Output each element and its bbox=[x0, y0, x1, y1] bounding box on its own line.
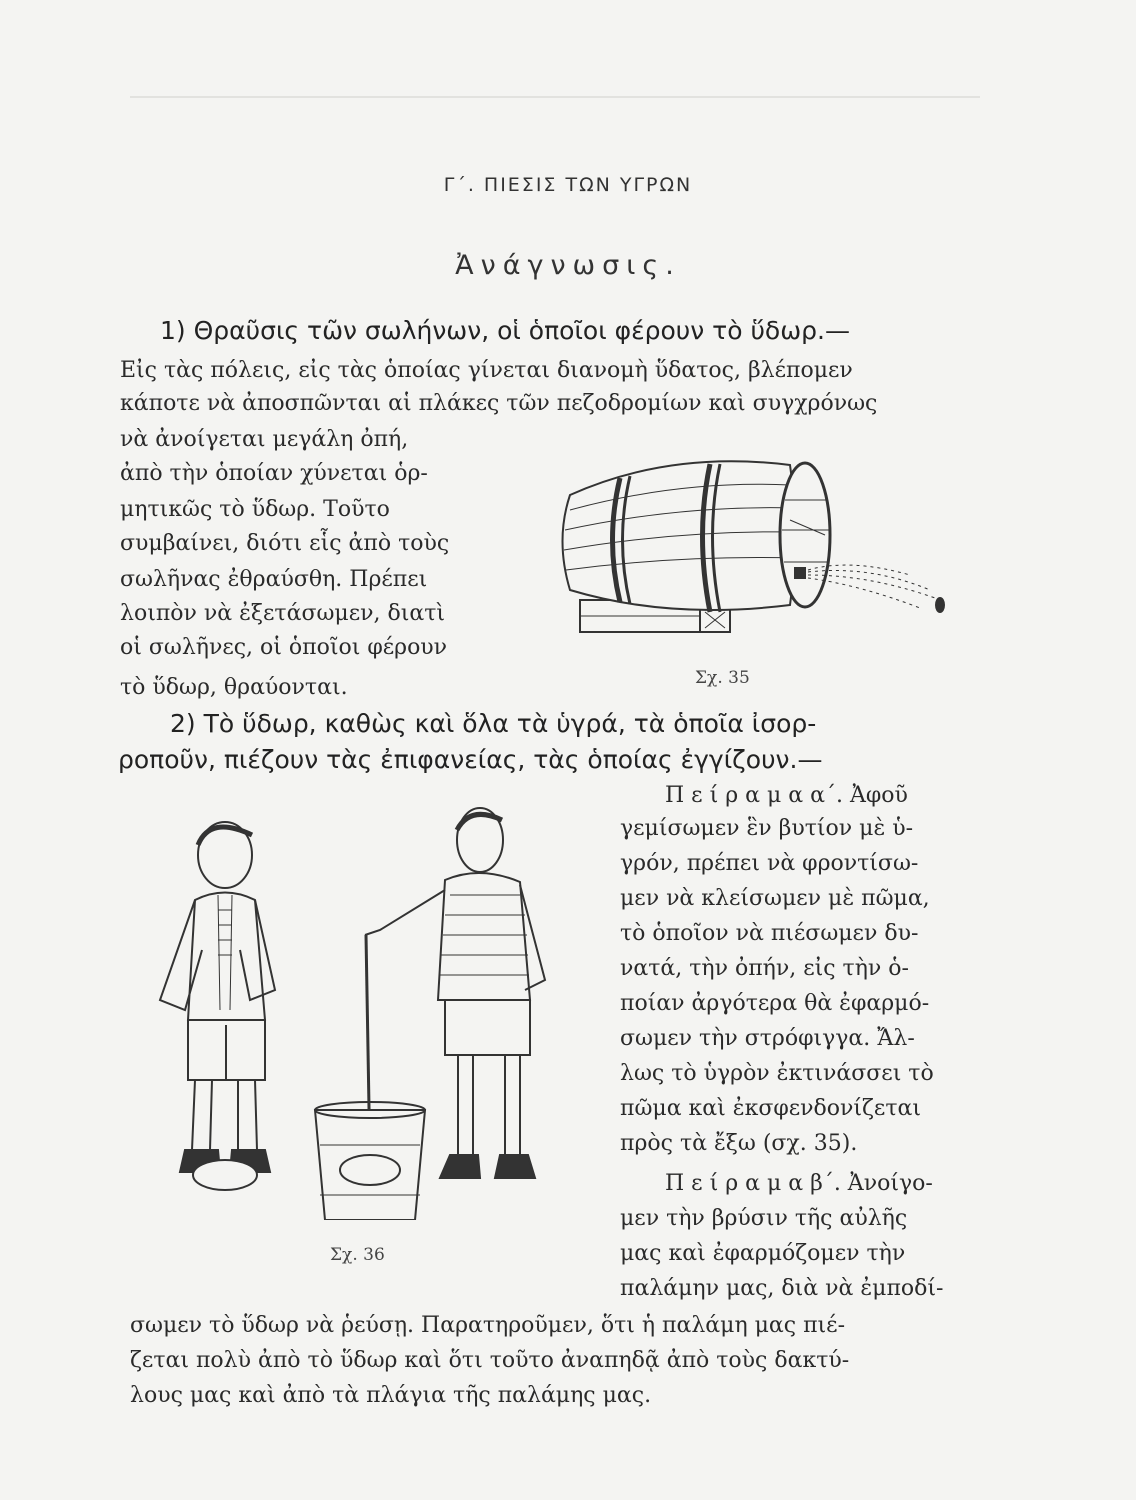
para1-line: συμβαίνει, διότι εἷς ἀπὸ τοὺς bbox=[120, 531, 450, 556]
boys-with-bucket-illustration bbox=[140, 800, 580, 1220]
para1-heading: 1) Θραῦσις τῶν σωλήνων, οἱ ὁποῖοι φέρουν τὸ ὕδωρ.— bbox=[160, 316, 850, 345]
experiment-line: γεμίσωμεν ἓν βυτίον μὲ ὑ- bbox=[620, 816, 914, 841]
experiment-line: τὸ ὁποῖον νὰ πιέσωμεν δυ- bbox=[620, 921, 919, 946]
figure-35-caption: Σχ. 35 bbox=[695, 668, 750, 688]
experiment-line: παλάμην μας, διὰ νὰ ἐμποδί- bbox=[620, 1276, 944, 1301]
barrel-illustration bbox=[540, 440, 980, 650]
experiment-line: λως τὸ ὑγρὸν ἐκτινάσσει τὸ bbox=[620, 1061, 934, 1086]
experiment-line: σωμεν τὴν στρόφιγγα. Ἄλ- bbox=[620, 1026, 915, 1051]
experiment-line: μας καὶ ἐφαρμόζομεν τὴν bbox=[620, 1241, 906, 1266]
final-line: λους μας καὶ ἀπὸ τὰ πλάγια τῆς παλάμης μας. bbox=[130, 1383, 652, 1408]
experiment-line: πρὸς τὰ ἔξω (σχ. 35). bbox=[620, 1131, 858, 1156]
experiment-line: μεν νὰ κλείσωμεν μὲ πῶμα, bbox=[620, 886, 930, 911]
para1-line: σωλῆνας ἐθραύσθη. Πρέπει bbox=[120, 567, 428, 592]
experiment-line: ποίαν ἀργότερα θὰ ἐφαρμό- bbox=[620, 991, 930, 1016]
final-line: σωμεν τὸ ὕδωρ νὰ ῥεύσῃ. Παρατηροῦμεν, ὅτι ἡ παλάμη μας πιέ- bbox=[130, 1313, 845, 1338]
subtitle: Ἀνάγνωσις. bbox=[455, 250, 681, 281]
para1-line: τὸ ὕδωρ, θραύονται. bbox=[120, 675, 348, 700]
para1-line: μητικῶς τὸ ὕδωρ. Τοῦτο bbox=[120, 497, 390, 522]
experiment-line: Π ε ί ρ α μ α β΄. Ἀνοίγο- bbox=[665, 1171, 933, 1196]
experiment-line: Π ε ί ρ α μ α α΄. Ἀφοῦ bbox=[665, 783, 908, 808]
final-line: ζεται πολὺ ἀπὸ τὸ ὕδωρ καὶ ὅτι τοῦτο ἀναπηδᾷ ἀπὸ τοὺς δακτύ- bbox=[130, 1348, 850, 1373]
para1-line: λοιπὸν νὰ ἐξετάσωμεν, διατὶ bbox=[120, 601, 445, 626]
experiment-line: γρόν, πρέπει νὰ φροντίσω- bbox=[620, 851, 919, 876]
para1-line: νὰ ἀνοίγεται μεγάλη ὀπή, bbox=[120, 427, 409, 452]
para2-heading: 2) Τὸ ὕδωρ, καθὼς καὶ ὅλα τὰ ὑγρά, τὰ ὁποῖα ἰσορ- bbox=[170, 709, 817, 738]
bleed-through-header bbox=[130, 60, 980, 98]
section-title: Γ΄. ΠΙΕΣΙΣ ΤΩΝ ΥΓΡΩΝ bbox=[443, 174, 693, 196]
figure-36-caption: Σχ. 36 bbox=[330, 1245, 385, 1265]
para2-heading: ροποῦν, πιέζουν τὰς ἐπιφανείας, τὰς ὁποίας ἐγγίζουν.— bbox=[118, 745, 823, 774]
para1-line: οἱ σωλῆνες, οἱ ὁποῖοι φέρουν bbox=[120, 635, 448, 660]
experiment-line: νατά, τὴν ὀπήν, εἰς τὴν ὁ- bbox=[620, 956, 909, 981]
para1-line: Εἰς τὰς πόλεις, εἰς τὰς ὁποίας γίνεται διανομὴ ὕδατος, βλέπομεν bbox=[120, 358, 853, 383]
experiment-line: μεν τὴν βρύσιν τῆς αὐλῆς bbox=[620, 1206, 908, 1231]
experiment-line: πῶμα καὶ ἐκσφενδονίζεται bbox=[620, 1096, 921, 1121]
para1-line: ἀπὸ τὴν ὁποίαν χύνεται ὁρ- bbox=[120, 461, 428, 486]
para1-line: κάποτε νὰ ἀποσπῶνται αἱ πλάκες τῶν πεζοδρομίων καὶ συγχρόνως bbox=[120, 391, 878, 416]
